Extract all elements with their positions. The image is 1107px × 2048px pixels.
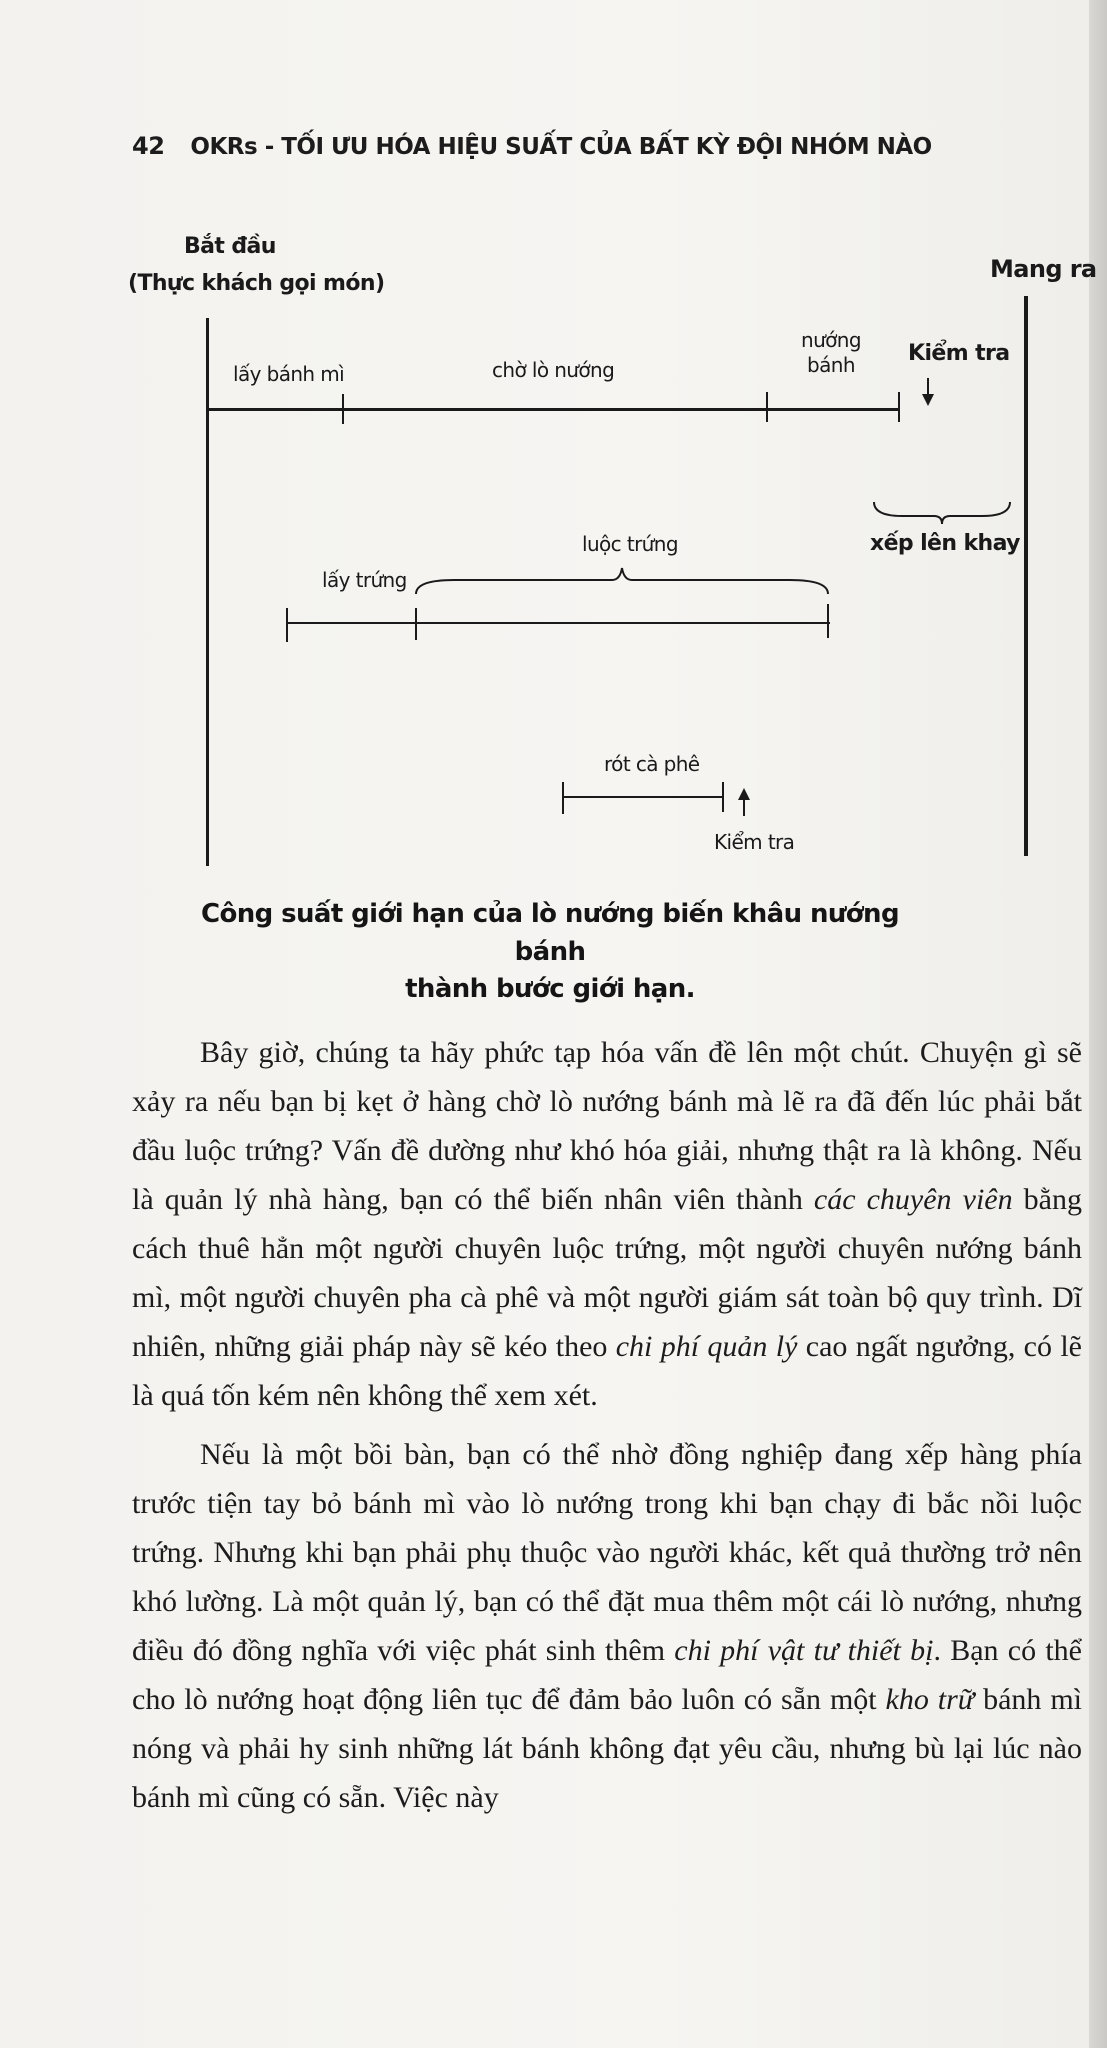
- row2-tick-1: [286, 608, 288, 642]
- row2-seg1-label: lấy trứng: [322, 568, 407, 592]
- down-arrow-icon: [918, 378, 938, 408]
- paragraph-1-text-c: cao ngất ngưởng, có lẽ là quá tốn kém nên không thể xem xét.: [132, 1330, 1082, 1412]
- row3-check-label: Kiểm tra: [714, 830, 795, 854]
- running-title: OKRs - TỐI ƯU HÓA HIỆU SUẤT CỦA BẤT KỲ ĐỘI NHÓM NÀO: [190, 134, 932, 160]
- paragraph-2-emphasis-b: kho trữ: [885, 1683, 975, 1716]
- up-arrow-icon: [734, 786, 754, 816]
- row1-tick-1: [342, 394, 344, 424]
- paragraph-2-text-a: Nếu là một bồi bàn, bạn có thể nhờ đồng nghiệp đang xếp hàng phía trước tiện tay bỏ bánh mì vào lò nướng trong khi bạn chạy đi bắc nồi luộc trứng. Nhưng khi bạn phải phụ thuộc vào người khác, kết quả thường trở nên khó lường. Là một quản lý, bạn có thể đặt mua thêm một cái lò nướng, nhưng điều đó đồng nghĩa với việc phát sinh thêm: [132, 1438, 1082, 1667]
- row1-check-label: Kiểm tra: [908, 341, 1010, 366]
- paragraph-1-emphasis-b: chi phí quản lý: [615, 1330, 798, 1363]
- row1-seg3-label: [796, 328, 866, 378]
- row2-tick-2: [415, 608, 417, 640]
- paragraph-1: [132, 1028, 1082, 1420]
- paragraph-2-emphasis-a: chi phí vật tư thiết bị: [674, 1634, 934, 1667]
- start-label: Bắt đầu: [184, 234, 276, 259]
- row2-timeline: [287, 622, 830, 624]
- body-text: [132, 1028, 1082, 1822]
- caption-line-2: thành bước giới hạn.: [405, 974, 695, 1005]
- paragraph-1-text-a: Bây giờ, chúng ta hãy phức tạp hóa vấn đề lên một chút. Chuyện gì sẽ xảy ra nếu bạn bị kẹt ở hàng chờ lò nướng bánh mà lẽ ra đã đến lúc phải bắt đầu luộc trứng? Vấn đề dường như khó hóa giải, nhưng thật ra là không. Nếu là quản lý nhà hàng, bạn có thể biến nhân viên thành: [132, 1036, 1082, 1216]
- row3-seg1-label: rót cà phê: [604, 752, 700, 776]
- caption-line-1: Công suất giới hạn của lò nướng biến khâu nướng bánh: [201, 899, 899, 967]
- row2-seg2-label: luộc trứng: [582, 532, 678, 556]
- paragraph-2: [132, 1430, 1082, 1822]
- tray-label: xếp lên khay: [870, 531, 1020, 556]
- end-vertical-line: [1024, 296, 1028, 856]
- row3-tick-1: [562, 782, 564, 814]
- row1-seg1-label: lấy bánh mì: [233, 362, 345, 386]
- paragraph-2-text-c: bánh mì nóng và phải hy sinh những lát bánh không đạt yêu cầu, nhưng bù lại lúc nào bánh mì cũng có sẵn. Việc này: [132, 1683, 1082, 1814]
- row3-tick-2: [722, 782, 724, 812]
- row1-seg3-line2: bánh: [807, 353, 855, 377]
- row1-timeline: [206, 408, 900, 411]
- workflow-diagram: [0, 0, 1107, 880]
- end-label: Mang ra: [990, 255, 1097, 283]
- paragraph-2-text-b: . Bạn có thể cho lò nướng hoạt động liên tục để đảm bảo luôn có sẵn một: [132, 1634, 1082, 1716]
- row1-seg2-label: chờ lò nướng: [492, 358, 615, 382]
- row2-tick-3: [827, 604, 829, 638]
- row1-tick-2: [766, 392, 768, 422]
- row1-seg3-line1: nướng: [801, 328, 861, 352]
- boil-egg-brace-icon: [414, 566, 830, 596]
- paragraph-1-text-b: bằng cách thuê hẳn một người chuyên luộc trứng, một người chuyên nướng bánh mì, một người chuyên pha cà phê và một người giám sát toàn bộ quy trình. Dĩ nhiên, những giải pháp này sẽ kéo theo: [132, 1183, 1083, 1363]
- row1-tick-3: [898, 392, 900, 422]
- paragraph-1-emphasis-a: các chuyên viên: [813, 1183, 1013, 1216]
- page-number: 42: [132, 132, 165, 160]
- tray-brace-icon: [872, 500, 1012, 526]
- start-vertical-line: [206, 318, 209, 866]
- row3-timeline: [562, 796, 724, 798]
- start-sublabel: (Thực khách gọi món): [128, 271, 385, 296]
- figure-caption: [200, 896, 900, 1009]
